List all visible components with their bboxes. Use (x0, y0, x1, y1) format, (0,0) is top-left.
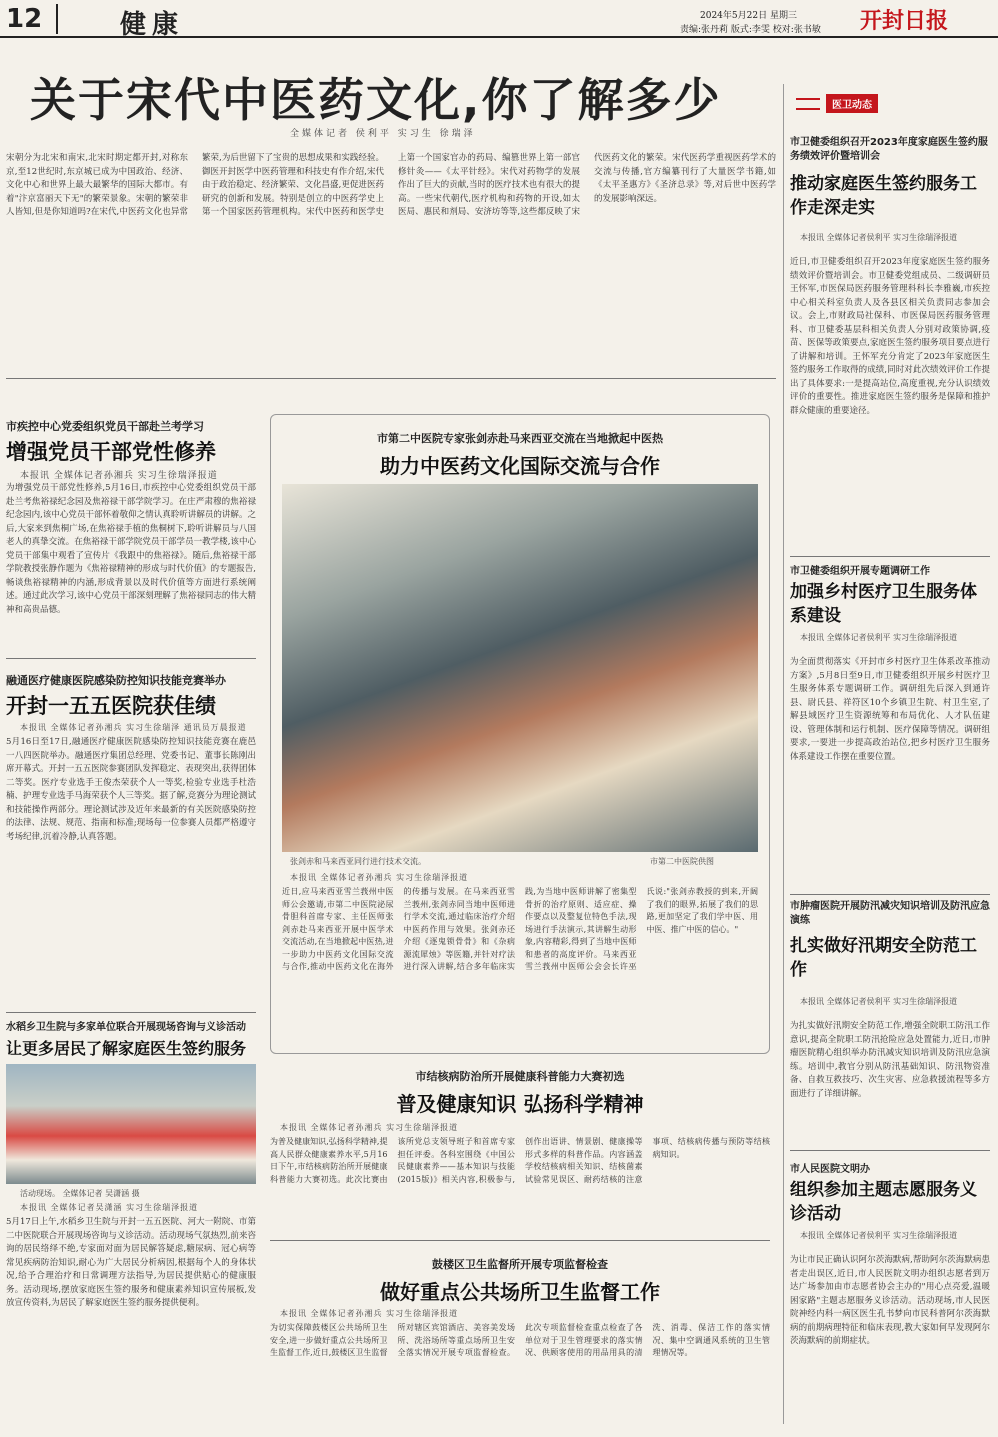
campaign-byline: 本报讯 全媒体记者孙湘兵 实习生徐瑞泽报道 (280, 1123, 459, 1132)
campaign-kicker: 市结核病防治所开展健康科普能力大赛初选 (415, 1070, 625, 1083)
section-tag: 医卫动态 (826, 94, 878, 113)
right-2-rule (790, 894, 990, 895)
campaign-rule (270, 1240, 770, 1241)
right-3-rule (790, 1150, 990, 1151)
right-3-body: 为扎实做好汛期安全防范工作,增强全院职工防汛工作意识,提高全院职工防汛抢险应急处置能力,近日,市肿瘤医院精心组织举办防汛减灾知识培训及防汛应急演练。培训中,教官分别从防汛基础知识、防汛物资准备、自救互救技巧、次生灾害、应急救援流程等多方面进行了详细讲解。 (790, 1021, 990, 1099)
left-3-headline: 让更多居民了解家庭医生签约服务 (6, 1039, 247, 1058)
right-1-rule (790, 556, 990, 557)
left-3-caption: 活动现场。 全媒体记者 吴潇涵 摄 (20, 1189, 140, 1198)
tag-ornament-icon (796, 98, 820, 110)
left-2-byline: 本报讯 全媒体记者孙湘兵 实习生徐瑞泽 通讯员万晨报道 (20, 723, 247, 732)
inspection-byline: 本报讯 全媒体记者孙湘兵 实习生徐瑞泽报道 (280, 1309, 459, 1318)
issue-date: 2024年5月22日 星期三 (700, 11, 797, 21)
right-3-kicker: 市肿瘤医院开展防汛减灾知识培训及防汛应急演练 (790, 901, 990, 926)
right-1-kicker: 市卫健委组织召开2023年度家庭医生签约服务绩效评价暨培训会 (790, 137, 988, 162)
right-4-headline: 组织参加主题志愿服务义诊活动 (790, 1180, 977, 1224)
lead-headline: 关于宋代中医药文化,你了解多少 (30, 73, 722, 127)
feature-photo-credit: 市第二中医院供图 (650, 857, 714, 866)
lead-bottom-rule (6, 378, 776, 379)
right-2-body: 为全面贯彻落实《开封市乡村医疗卫生体系改革推动方案》,5月8日至9日,市卫健委组织开展乡村医疗卫生服务体系专题调研工作。调研组先后深入到通许县、尉氏县、祥符区10个乡镇卫生院、村卫生室,了解县域医疗卫生资源统筹和布局优化、人才队伍建设、管理体制和运行机制、医疗保障等情况。调研组要求,一要进一步提高政治站位,把乡村医疗卫生服务体系建设工作摆在重要位置。 (790, 657, 990, 762)
left-2-kicker: 融通医疗健康医院感染防控知识技能竞赛举办 (6, 674, 226, 687)
right-4-kicker: 市人民医院文明办 (790, 1164, 870, 1175)
left-3-kicker: 水稻乡卫生院与多家单位联合开展现场咨询与义诊活动 (6, 1022, 246, 1033)
left-2-headline: 开封一五五医院获佳绩 (6, 694, 216, 718)
right-2-kicker: 市卫健委组织开展专题调研工作 (790, 566, 930, 577)
inspection-kicker: 鼓楼区卫生监督所开展专项监督检查 (432, 1258, 608, 1271)
right-4-byline: 本报讯 全媒体记者侯利平 实习生徐瑞泽报道 (800, 1231, 958, 1240)
right-1-headline: 推动家庭医生签约服务工作走深走实 (790, 174, 977, 218)
lead-body: 宋朝分为北宋和南宋,北宋时期定都开封,对称东京,至12世纪时,东京城已成为中国政治、经济、文化中心和世界上最大最繁华的国际大都市。有着"汴京富丽天下无"的繁荣景象。宋朝的繁荣非人皆知,但是你知道吗?在宋代,中医药文化也异常繁荣,为后世留下了宝贵的思想成果和实践经验。御医开封医学中医药管理和科技史有作介绍,宋代由于政治稳定、经济繁荣、文化昌盛,更促进医药研究的创新和发展。特别是创立的中医药学史上第一个国家医药管理机构。宋代中医药和医学史上第一个国家官办的药局、编篡世界上第一部官修针灸——《太平针经》。宋代对药物学的发展作出了巨大的贡献,当时的医疗技术也有很大的提高。一些宋代朝代,医疗机构和药物的开设,如太医局、惠民和剂局、安济坊等等,这些都反映了宋代医药文化的繁荣。宋代医药学重视医药学术的交流与传播,官方编纂刊行了大量医学书籍,如《太平圣惠方》《圣济总录》等,对后世中医药学的发展影响深远。 (6, 153, 776, 217)
right-1-body: 近日,市卫健委组织召开2023年度家庭医生签约服务绩效评价暨培训会。市卫健委党组成员、二级调研员王怀军,市医保局医药服务管理科科长李雅巍,市疾控中心相关科室负责人及各县区相关负责同志参加会议。会上,市财政局社保科、市医保局医药服务管理科、市卫健委基层科相关负责人分别对政策协调,疫苗、医保等政策要点,家庭医生签约服务项目要点进行了讲解和培训。王怀军充分肯定了2023年家庭医生签约服务工作取得的成绩,同时对此次绩效评价工作提出了具体要求:一是提高站位,高度重视,充分认识绩效评价的重要性。推进家庭医生签约服务是保障和推护群众健康的重要途径。 (790, 257, 990, 416)
left-1-body: 为增强党员干部党性修养,5月16日,市疾控中心党委组织党员干部赴兰考焦裕禄纪念园及焦裕禄干部学院学习。在庄严肃穆的焦裕禄纪念园内,该中心党员干部怀着敬仰之情认真聆听讲解员的讲解。之后,大家来到焦桐广场,在焦裕禄手植的焦桐树下,聆听讲解员与八国老人的真挚交流。在焦裕禄干部学院党员干部学员一教学楼,该中心党员干部集中观看了宣传片《我跟中的焦裕禄》。随后,焦裕禄干部学院教授张静作题为《焦裕禄精神的形成与时代价值》的专题报告,畅谈焦裕禄精神的内涵,形成背景以及时代价值等方面进行系统阐述。通过此次学习,该中心党员干部深刻理解了焦裕禄同志的伟大精神和高贵品德。 (6, 483, 256, 615)
left-3-body: 5月17日上午,水稻乡卫生院与开封一五五医院、河大一附院、市第二中医院联合开展现场咨询与义诊活动。活动现场气氛热烈,前来咨询的居民络绎不绝,专家面对面为居民解答疑虑,糖尿病、冠心病等常见疾病防治知识,耐心为广大居民分析病因,根据每个人的身体状况,给予合理治疗和日常调理方法指导,为居民提供贴心的健康服务。活动现场,摆放家庭医生签约服务和健康素养知识宣传展板,发放宣传资料,为居民了解家庭医生签约服务提供便利。 (6, 1217, 256, 1308)
left-1-headline: 增强党员干部党性修养 (6, 440, 216, 464)
right-1-byline: 本报讯 全媒体记者侯利平 实习生徐瑞泽报道 (800, 233, 958, 242)
feature-body: 近日,应马来西亚雪兰莪州中医师公会邀请,市第二中医院泌尿骨胆科首席专家、主任医师张剑赤赴马来西亚开展中医学术交流活动,在当地掀起中医热,进一步助力中医药文化国际交流与合作,推动中医药文化在海外的传播与发展。在马来西亚雪兰莪州,张剑赤同当地中医师进行学术交流,通过临床治疗介绍中医药作用与效果。张剑赤还介绍《逐鬼锁骨骨》和《杂病源流犀烛》等医籍,并针对疗法进行深入讲解,结合多年临床实践,为当地中医师讲解了密集型骨折的治疗原则、适应症、操作要点以及整复位特色手法,现场进行手法演示,其讲解生动形象,内容精彩,得到了当地中医师和患者的高度评价。马来西亚雪兰莪州中医师公会会长许巫氏说:"张剑赤教授的到来,开阔了我们的眼界,拓展了我们的思路,更加坚定了我们学中医、用中医、推广中医的信心。" (282, 887, 758, 971)
feature-caption: 张剑赤和马来西亚同行进行技术交流。 (290, 857, 426, 866)
right-2-byline: 本报讯 全媒体记者侯利平 实习生徐瑞泽报道 (800, 633, 958, 642)
campaign-body: 为普及健康知识,弘扬科学精神,提高人民群众健康素养水平,5月16日下午,市结核病防治所开展健康科普能力大赛初选。此次比赛由该所党总支领导班子和首席专家担任评委。各科室围绕《中国公民健康素养——基本知识与技能(2015版)》相关内容,积极参与,创作出语讲、情景剧、健康操等形式多样的科普作品。内容涵盖学校结核病相关知识、结核菌素试验常见误区、耐药结核的注意事项、结核病传播与预防等结核病知识。 (270, 1137, 770, 1184)
inspection-body: 为切实保障鼓楼区公共场所卫生安全,进一步做好重点公共场所卫生监督工作,近日,鼓楼区卫生监督所对辖区宾馆酒店、美容美发场所、洗浴场所等重点场所卫生安全落实情况开展专项监督检查。此次专项监督检查重点检查了各单位对于卫生管理要求的落实情况、供顾客使用的用品用具的清洗、消毒、保洁工作的落实情况、集中空调通风系统的卫生管理情况等。 (270, 1323, 770, 1357)
left-3-byline: 本报讯 全媒体记者吴潇涵 实习生徐瑞泽报道 (20, 1203, 199, 1212)
right-4-body: 为让市民正确认识阿尔茨海默病,帮助阿尔茨海默病患者走出误区,近日,市人民医院文明办组织志愿者到万达广场参加由市志愿者协会主办的"用心点亮爱,温暖困家路"主题志愿服务义诊活动。活动现场,市人民医院神经内科一病区医生孔书梦向市民科普阿尔茨海默病的前期病理特征和临床表现,教大家如何早发现阿尔茨海默病的前期症状。 (790, 1255, 990, 1346)
left-1-byline: 本报讯 全媒体记者孙湘兵 实习生徐瑞泽报道 (20, 471, 218, 481)
left-1-rule (6, 658, 256, 659)
campaign-headline: 普及健康知识 弘扬科学精神 (396, 1092, 644, 1116)
feature-byline: 本报讯 全媒体记者孙湘兵 实习生徐瑞泽报道 (290, 873, 469, 882)
right-column-divider (783, 84, 784, 1424)
feature-photo (282, 484, 758, 852)
clinic-event-photo (6, 1064, 256, 1184)
header-divider (56, 4, 58, 34)
right-3-headline: 扎实做好汛期安全防范工作 (790, 936, 977, 980)
feature-headline: 助力中医药文化国际交流与合作 (380, 454, 660, 478)
right-2-headline: 加强乡村医疗卫生服务体系建设 (790, 582, 977, 626)
lead-byline: 全媒体记者 侯利平 实习生 徐瑞泽 (290, 129, 476, 139)
editor-credits: 责编:张丹莉 版式:李雯 校对:张书敏 (680, 25, 821, 35)
page-number: 12 (6, 4, 43, 34)
section-name: 健康 (120, 10, 185, 40)
feature-kicker: 市第二中医院专家张剑赤赴马来西亚交流在当地掀起中医热 (377, 432, 663, 445)
left-2-rule (6, 1012, 256, 1013)
newspaper-logo: 开封日报 (860, 8, 949, 34)
left-1-kicker: 市疾控中心党委组织党员干部赴兰考学习 (6, 420, 204, 433)
left-2-body: 5月16日至17日,融通医疗健康医院感染防控知识技能竞赛在鹿邑一八四医院举办。融通医疗集团总经理、党委书记、董事长陈刚出席开幕式。开封一五五医院参赛团队发挥稳定、表现突出,获得团体二等奖。医疗专业选手王俊杰荣获个人一等奖,检验专业选手杜浩楠、护理专业选手马海荣获个人三等奖。据了解,竞赛分为理论测试和技能操作两部分。理论测试涉及近年来最新的有关医院感染防控的法律、法规、规范、指南和标准;现场每一位参赛人员都严格遵守考场纪律,沉着冷静,认真答题。 (6, 737, 256, 842)
inspection-headline: 做好重点公共场所卫生监督工作 (380, 1280, 660, 1304)
right-3-byline: 本报讯 全媒体记者侯利平 实习生徐瑞泽报道 (800, 997, 958, 1006)
